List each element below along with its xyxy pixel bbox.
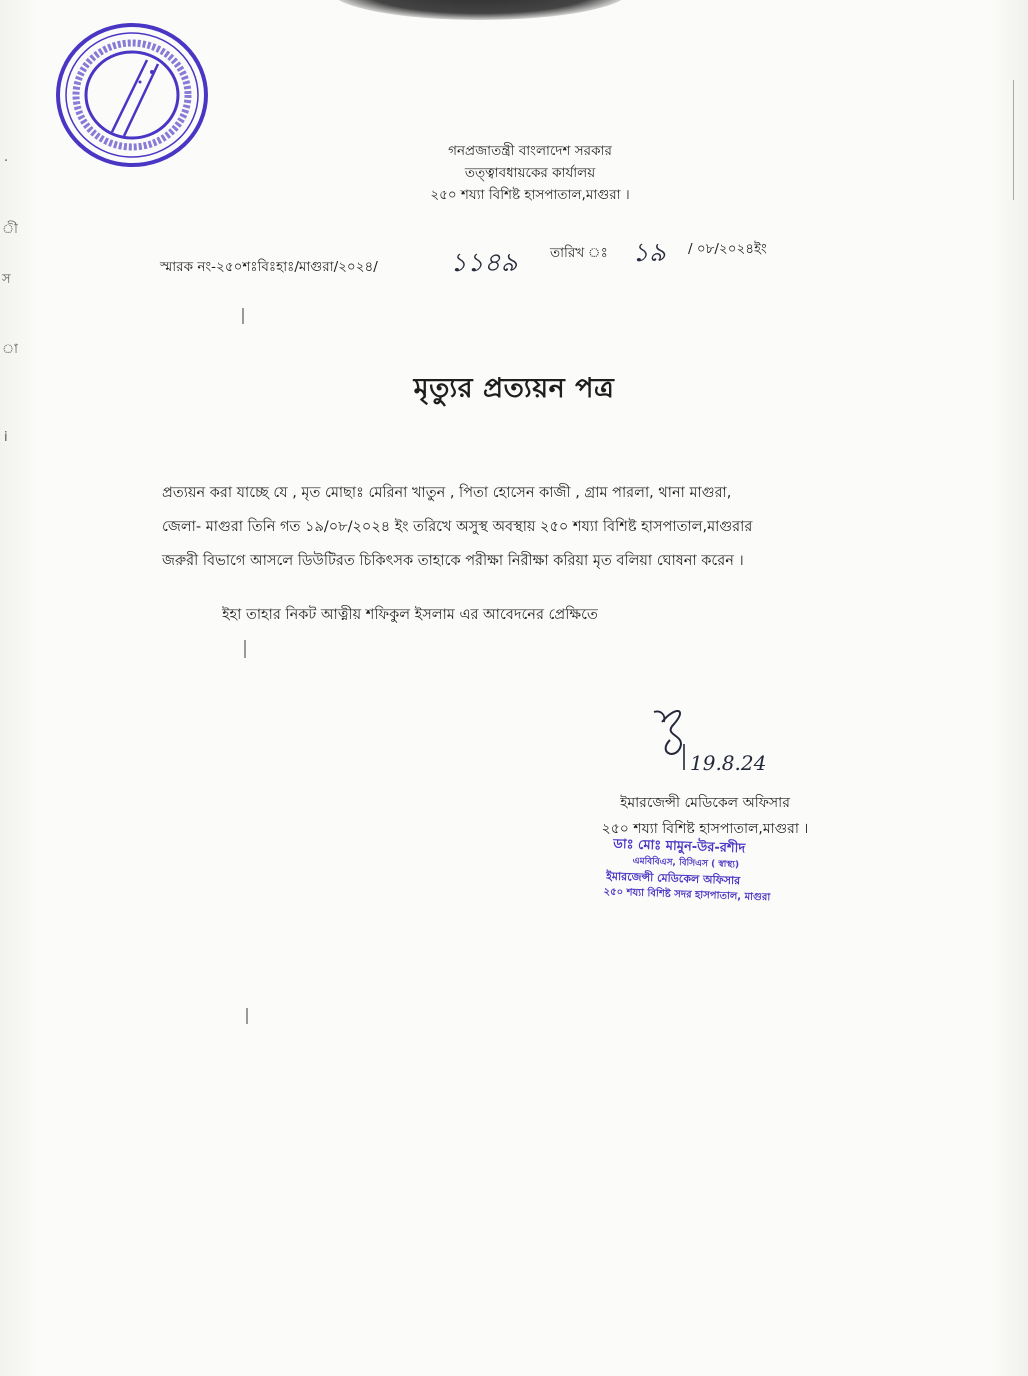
memo-label: স্মারক নং-২৫০শঃবিঃহাঃ/মাগুরা/২০২৪/	[160, 259, 378, 275]
date-day-handwritten: ১৯	[632, 238, 666, 268]
header-hospital: ২৫০ শয্যা বিশিষ্ট হাসপাতাল,মাগুরা ।	[430, 187, 630, 203]
header-office: তত্ত্বাবধায়কের কার্যালয়	[464, 165, 596, 181]
punch-mark	[246, 1008, 248, 1024]
right-paper-edge	[1013, 80, 1028, 200]
punch-mark	[242, 308, 244, 324]
signatory-office: ২৫০ শয্যা বিশিষ্ট হাসপাতাল,মাগুরা ।	[601, 821, 809, 837]
body-paragraph-2: ইহা তাহার নিকট আত্নীয় শফিকুল ইসলাম এর আবেদনের প্রেক্ষিতে	[222, 607, 598, 623]
round-office-seal	[52, 20, 212, 170]
stamp-doctor-name: ডাঃ মোঃ মামুন-উর-রশীদ	[613, 836, 746, 857]
top-shadow	[330, 0, 630, 20]
office-header	[340, 140, 720, 206]
certificate-title: মৃত্যুর প্রত্যয়ন পত্র	[413, 373, 615, 404]
left-paper-edge: . ী স া i	[2, 150, 18, 445]
stamp-degrees: এমবিবিএস, বিসিএস ( স্বাস্থ্য)	[632, 856, 740, 871]
body-line-3: জরুরী বিভাগে আসলে ডিউটিরত চিকিৎসক তাহাকে পরীক্ষা নিরীক্ষা করিয়া মৃত বলিয়া ঘোষনা করেন ।	[162, 553, 744, 569]
body-line-2: জেলা- মাগুরা তিনি গত ১৯/০৮/২০২৪ ইং তরিখে অসুস্থ অবস্থায় ২৫০ শয্যা বিশিষ্ট হাসপাতাল,মাগুরার	[162, 519, 753, 535]
date-label: তারিখ ঃ	[550, 245, 608, 261]
handwritten-signature	[640, 700, 790, 780]
body-line-1: প্রত্যয়ন করা যাচ্ছে যে , মৃত মোছাঃ মেরিনা খাতুন , পিতা হোসেন কাজী , গ্রাম পারলা, থানা মাগুরা,	[162, 485, 732, 501]
stamp-designation: ইমারজেন্সী মেডিকেল অফিসার	[605, 869, 741, 888]
signature-date: 19.8.24	[690, 751, 767, 775]
stamp-office: ২৫০ শয্যা বিশিষ্ট সদর হাসপাতাল, মাগুরা	[603, 886, 771, 904]
punch-mark	[244, 640, 246, 658]
header-government: গনপ্রজাতন্ত্রী বাংলাদেশ সরকার	[448, 143, 612, 159]
doctor-stamp	[597, 836, 810, 928]
signature-block	[560, 790, 850, 842]
signatory-designation: ইমারজেন্সী মেডিকেল অফিসার	[620, 795, 790, 811]
reference-line	[160, 232, 820, 278]
date-rest: / ০৮/২০২৪ইং	[688, 241, 767, 257]
memo-number-handwritten: ১১৪৯	[450, 248, 518, 278]
